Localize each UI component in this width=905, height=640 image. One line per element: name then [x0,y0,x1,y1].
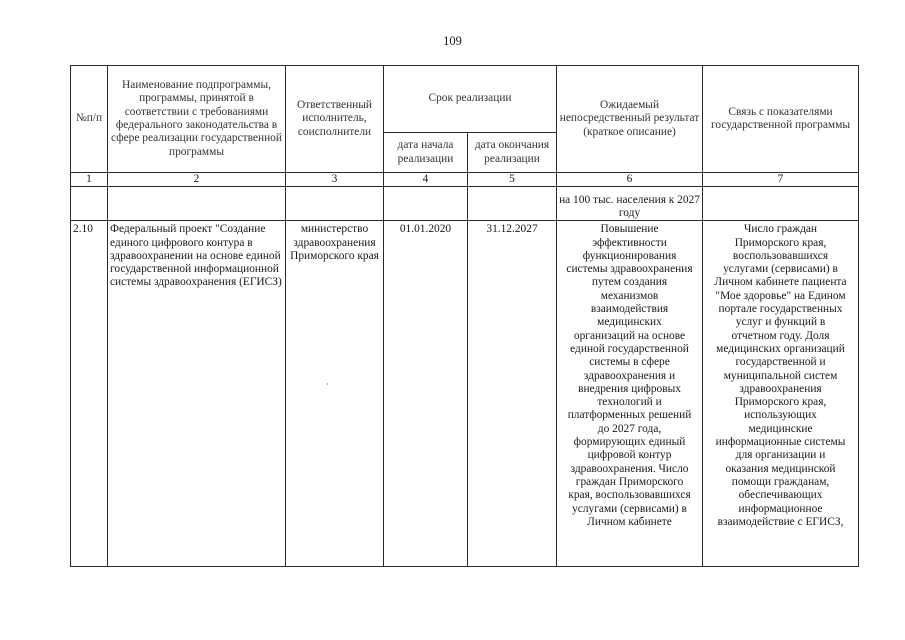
project-name-cell: Федеральный проект "Создание единого цифрового контура в здравоохранении на основе единой государственной информационной системы здравоохранения (ЕГИСЗ) [108,221,286,567]
continued-result-cell: на 100 тыс. населения к 2027 году [557,187,703,221]
program-table [70,65,859,567]
column-number: 5 [468,173,557,187]
column-number-row [71,173,859,187]
scan-speck: · [326,380,329,389]
expected-result-cell: Повышение эффективности функционирования системы здравоохранения путем создания механизмов взаимодействия медицинских организаций на основе единой государственной системы в сфере здравоохранения и внедрения цифровых технологий и платформенных решений до 2027 года, формирующих единый цифровой контур здравоохранения. Число граждан Приморского края, воспользовавшихся услугами (сервисами) в Личном кабинете [557,221,703,567]
header-number: №п/п [71,66,108,173]
executor-cell: министерство здравоохранения Приморского края [286,221,384,567]
page-number: 109 [443,34,462,48]
column-number: 3 [286,173,384,187]
column-number: 1 [71,173,108,187]
column-number: 6 [557,173,703,187]
header-start-date: дата начала реализации [384,133,468,173]
end-date-cell: 31.12.2027 [468,221,557,567]
indicator-link-cell: Число граждан Приморского края, воспользовавшихся услугами (сервисами) в Личном кабинете пациента "Мое здоровье" на Едином портале государственных услуг и функций в отчетном году. Доля медицинских организаций государственной и муниципальной систем здравоохранения Приморского края, использующих медицинские информационные системы для организации и оказания медицинской помощи гражданам, обеспечивающих информационное взаимодействие с ЕГИСЗ, [703,221,859,567]
header-end-date: дата окончания реализации [468,133,557,173]
header-executor: Ответственный исполнитель, соисполнители [286,66,384,173]
continued-row [71,187,859,221]
header-term: Срок реализации [384,66,557,133]
header-indicator-link: Связь с показателями государственной программы [703,66,859,173]
header-subprogram-name: Наименование подпрограммы, программы, принятой в соответствии с требованиями федерального законодательства в сфере реализации государственной программы [108,66,286,173]
column-number: 4 [384,173,468,187]
table-row [71,221,859,567]
start-date-cell: 01.01.2020 [384,221,468,567]
row-number-cell: 2.10 [71,221,108,567]
column-number: 2 [108,173,286,187]
column-number: 7 [703,173,859,187]
header-expected-result: Ожидаемый непосредственный результат (краткое описание) [557,66,703,173]
